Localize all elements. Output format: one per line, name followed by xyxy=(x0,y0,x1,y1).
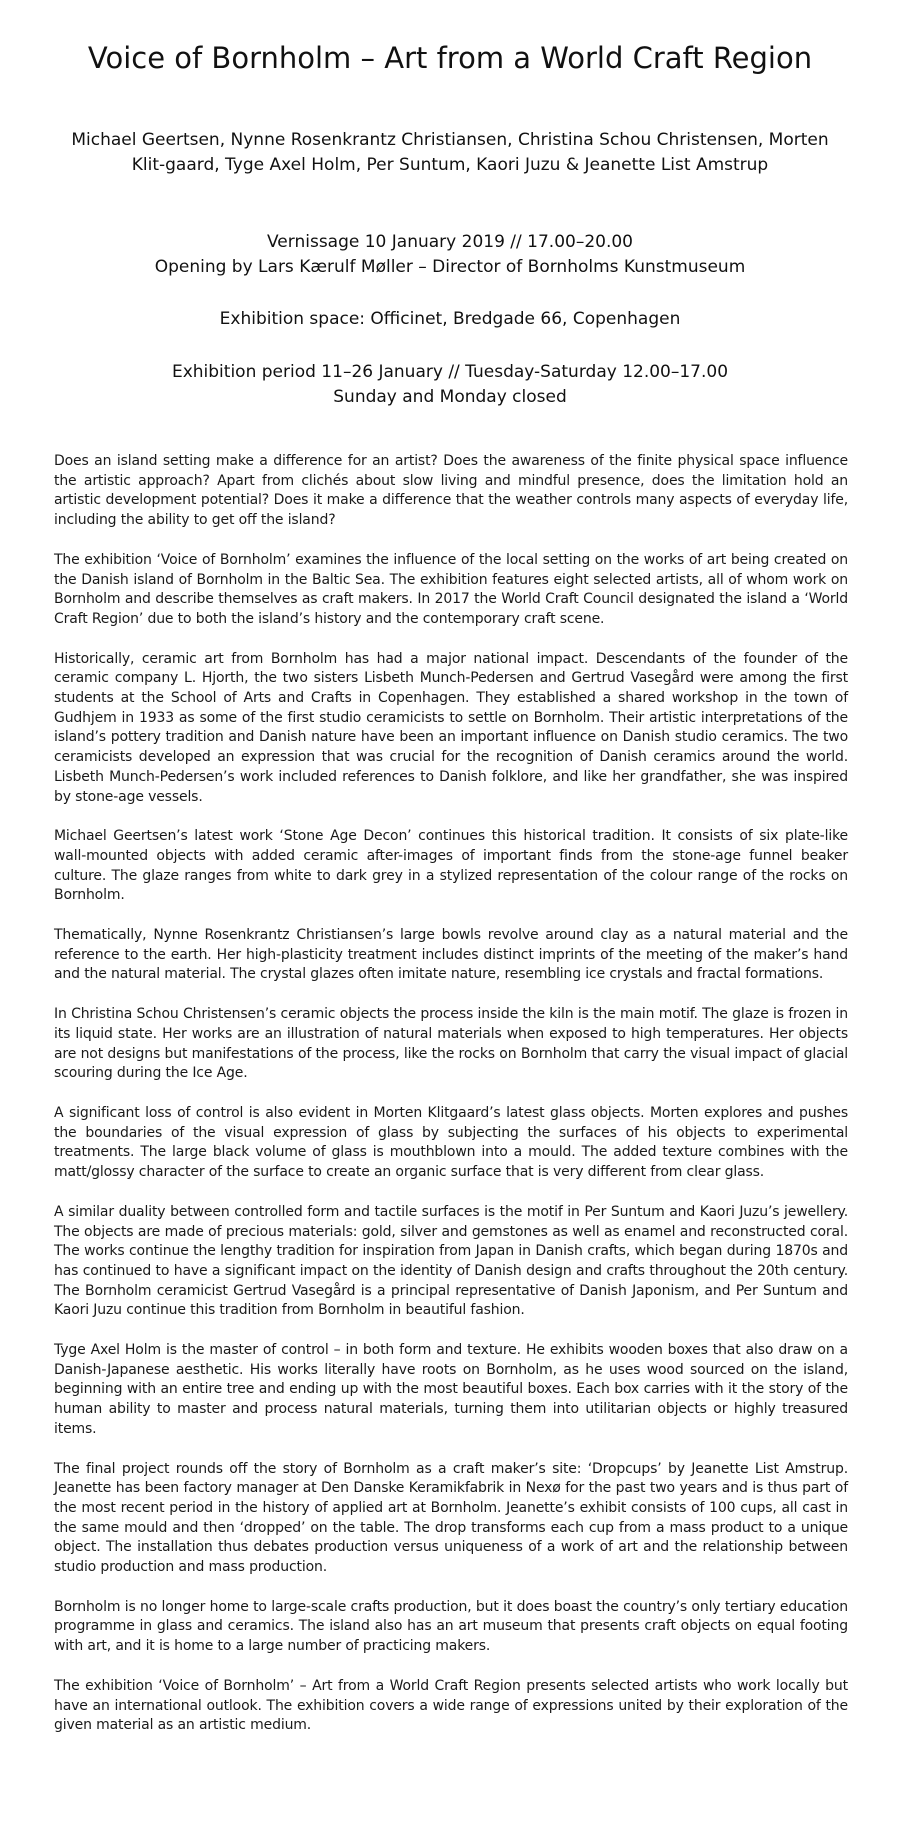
opening-line: Opening by Lars Kærulf Møller – Director of Bornholms Kunstmuseum xyxy=(154,257,746,277)
paragraph-christiansen: Thematically, Nynne Rosenkrantz Christiansen’s large bowls revolve around clay as a natural material and the reference to the earth. Her high-plasticity treatment includes distinct imprints of the meeting of the maker’s hand and the natural material. The crystal glazes often imitate nature, resembling ice crystals and fractal formations. xyxy=(54,927,848,983)
paragraph-conclusion: The exhibition ‘Voice of Bornholm’ – Art from a World Craft Region presents selected artists who work locally but have an international outlook. The exhibition covers a wide range of expressions united by their exploration of the given material as an artistic medium. xyxy=(54,1677,848,1734)
closed-days-line: Sunday and Monday closed xyxy=(333,387,567,407)
paragraph-intro: Does an island setting make a difference for an artist? Does the awareness of the finite physical space influence the artistic approach? Apart from clichés about slow living and mindful presence, does the limitation hold an artistic development potential? Does it make a difference that the weather controls many aspects of everyday life, including the ability to get off the island? xyxy=(54,453,848,529)
vernissage-line: Vernissage 10 January 2019 // 17.00–20.00 xyxy=(267,232,633,252)
paragraph-suntum-juzu: A similar duality between controlled form and tactile surfaces is the motif in Per Suntum and Kaori Juzu’s jewellery. The objects are made of precious materials: gold, silver and gemstones as well as enamel and reconstructed coral. The works continue the lengthy tradition for inspiration from Japan in Danish crafts, which began during 1870s and has continued to have a significant impact on the identity of Danish design and crafts throughout the 20th century. The Bornholm ceramicist Gertrud Vasegård is a principal representative of Danish Japonism, and Per Suntum and Kaori Juzu continue this tradition from Bornholm in beautiful fashion. xyxy=(54,1203,848,1319)
body-text xyxy=(54,452,848,1756)
paragraph-geertsen: Michael Geertsen’s latest work ‘Stone Age Decon’ continues this historical tradition. It consists of six plate-like wall-mounted objects with added ceramic after-images of important finds from the stone-age funnel beaker culture. The glaze ranges from white to dark grey in a stylized representation of the colour range of the rocks on Bornholm. xyxy=(54,828,848,904)
paragraph-holm: Tyge Axel Holm is the master of control – in both form and texture. He exhibits wooden boxes that also draw on a Danish-Japanese aesthetic. His works literally have roots on Bornholm, as he uses wood sourced on the island, beginning with an entire tree and ending up with the most beautiful boxes. Each box carries with it the story of the human ability to master and process natural materials, turning them into utilitarian objects or highly treasured items. xyxy=(54,1342,848,1437)
paragraph-amstrup: The final project rounds off the story of Bornholm as a craft maker’s site: ‘Dropcups’ by Jeanette List Amstrup. Jeanette has been factory manager at Den Danske Keramikfabrik in Nexø for the past two years and is thus part of the most recent period in the history of applied art at Bornholm. Jeanette’s exhibit consists of 100 cups, all cast in the same mould and then ‘dropped’ on the table. The drop transforms each cup from a mass product to a unique object. The installation thus debates production versus uniqueness of a work of art and the relationship between studio production and mass production. xyxy=(54,1460,848,1576)
page-title: Voice of Bornholm – Art from a World Craft Region xyxy=(87,41,813,75)
exhibition-space-line: Exhibition space: Officinet, Bredgade 66, Copenhagen xyxy=(219,309,681,329)
paragraph-exhibition: The exhibition ‘Voice of Bornholm’ examines the influence of the local setting on the works of art being created on the Danish island of Bornholm in the Baltic Sea. The exhibition features eight selected artists, all of whom work on Bornholm and describe themselves as craft makers. In 2017 the World Craft Council designated the island a ‘World Craft Region’ due to both the island’s history and the contemporary craft scene. xyxy=(54,551,848,627)
artist-list: Michael Geertsen, Nynne Rosenkrantz Christiansen, Christina Schou Christensen, Morten Klit-gaard, Tyge Axel Holm, Per Suntum, Kaori Juzu & Jeanette List Amstrup xyxy=(71,130,829,175)
paragraph-christensen: In Christina Schou Christensen’s ceramic objects the process inside the kiln is the main motif. The glaze is frozen in its liquid state. Her works are an illustration of natural materials when exposed to high temperatures. Her objects are not designs but manifestations of the process, like the rocks on Bornholm that carry the visual impact of glacial scouring during the Ice Age. xyxy=(54,1006,848,1082)
paragraph-history: Historically, ceramic art from Bornholm has had a major national impact. Descendants of the founder of the ceramic company L. Hjorth, the two sisters Lisbeth Munch-Pedersen and Gertrud Vasegård were among the first students at the School of Arts and Crafts in Copenhagen. They established a shared workshop in the town of Gudhjem in 1933 as some of the first studio ceramicists to settle on Bornholm. Their artistic interpretations of the island’s pottery tradition and Danish nature have been an important influence on Danish studio ceramics. The two ceramicists developed an expression that was crucial for the recognition of Danish ceramics around the world. Lisbeth Munch-Pedersen’s work included references to Danish folklore, and like her grandfather, she was inspired by stone-age vessels. xyxy=(54,650,848,805)
paragraph-klitgaard: A significant loss of control is also evident in Morten Klitgaard’s latest glass objects. Morten explores and pushes the boundaries of the visual expression of glass by subjecting the surfaces of his objects to experimental treatments. The large black volume of glass is mouthblown into a mould. The added texture combines with the matt/glossy character of the surface to create an organic surface that is very different from clear glass. xyxy=(54,1104,848,1181)
exhibition-period-line: Exhibition period 11–26 January // Tuesday-Saturday 12.00–17.00 xyxy=(171,362,729,382)
paragraph-bornholm-today: Bornholm is no longer home to large-scale crafts production, but it does boast the country’s only tertiary education programme in glass and ceramics. The island also has an art museum that presents craft objects on equal footing with art, and it is home to a large number of practicing makers. xyxy=(54,1598,848,1655)
